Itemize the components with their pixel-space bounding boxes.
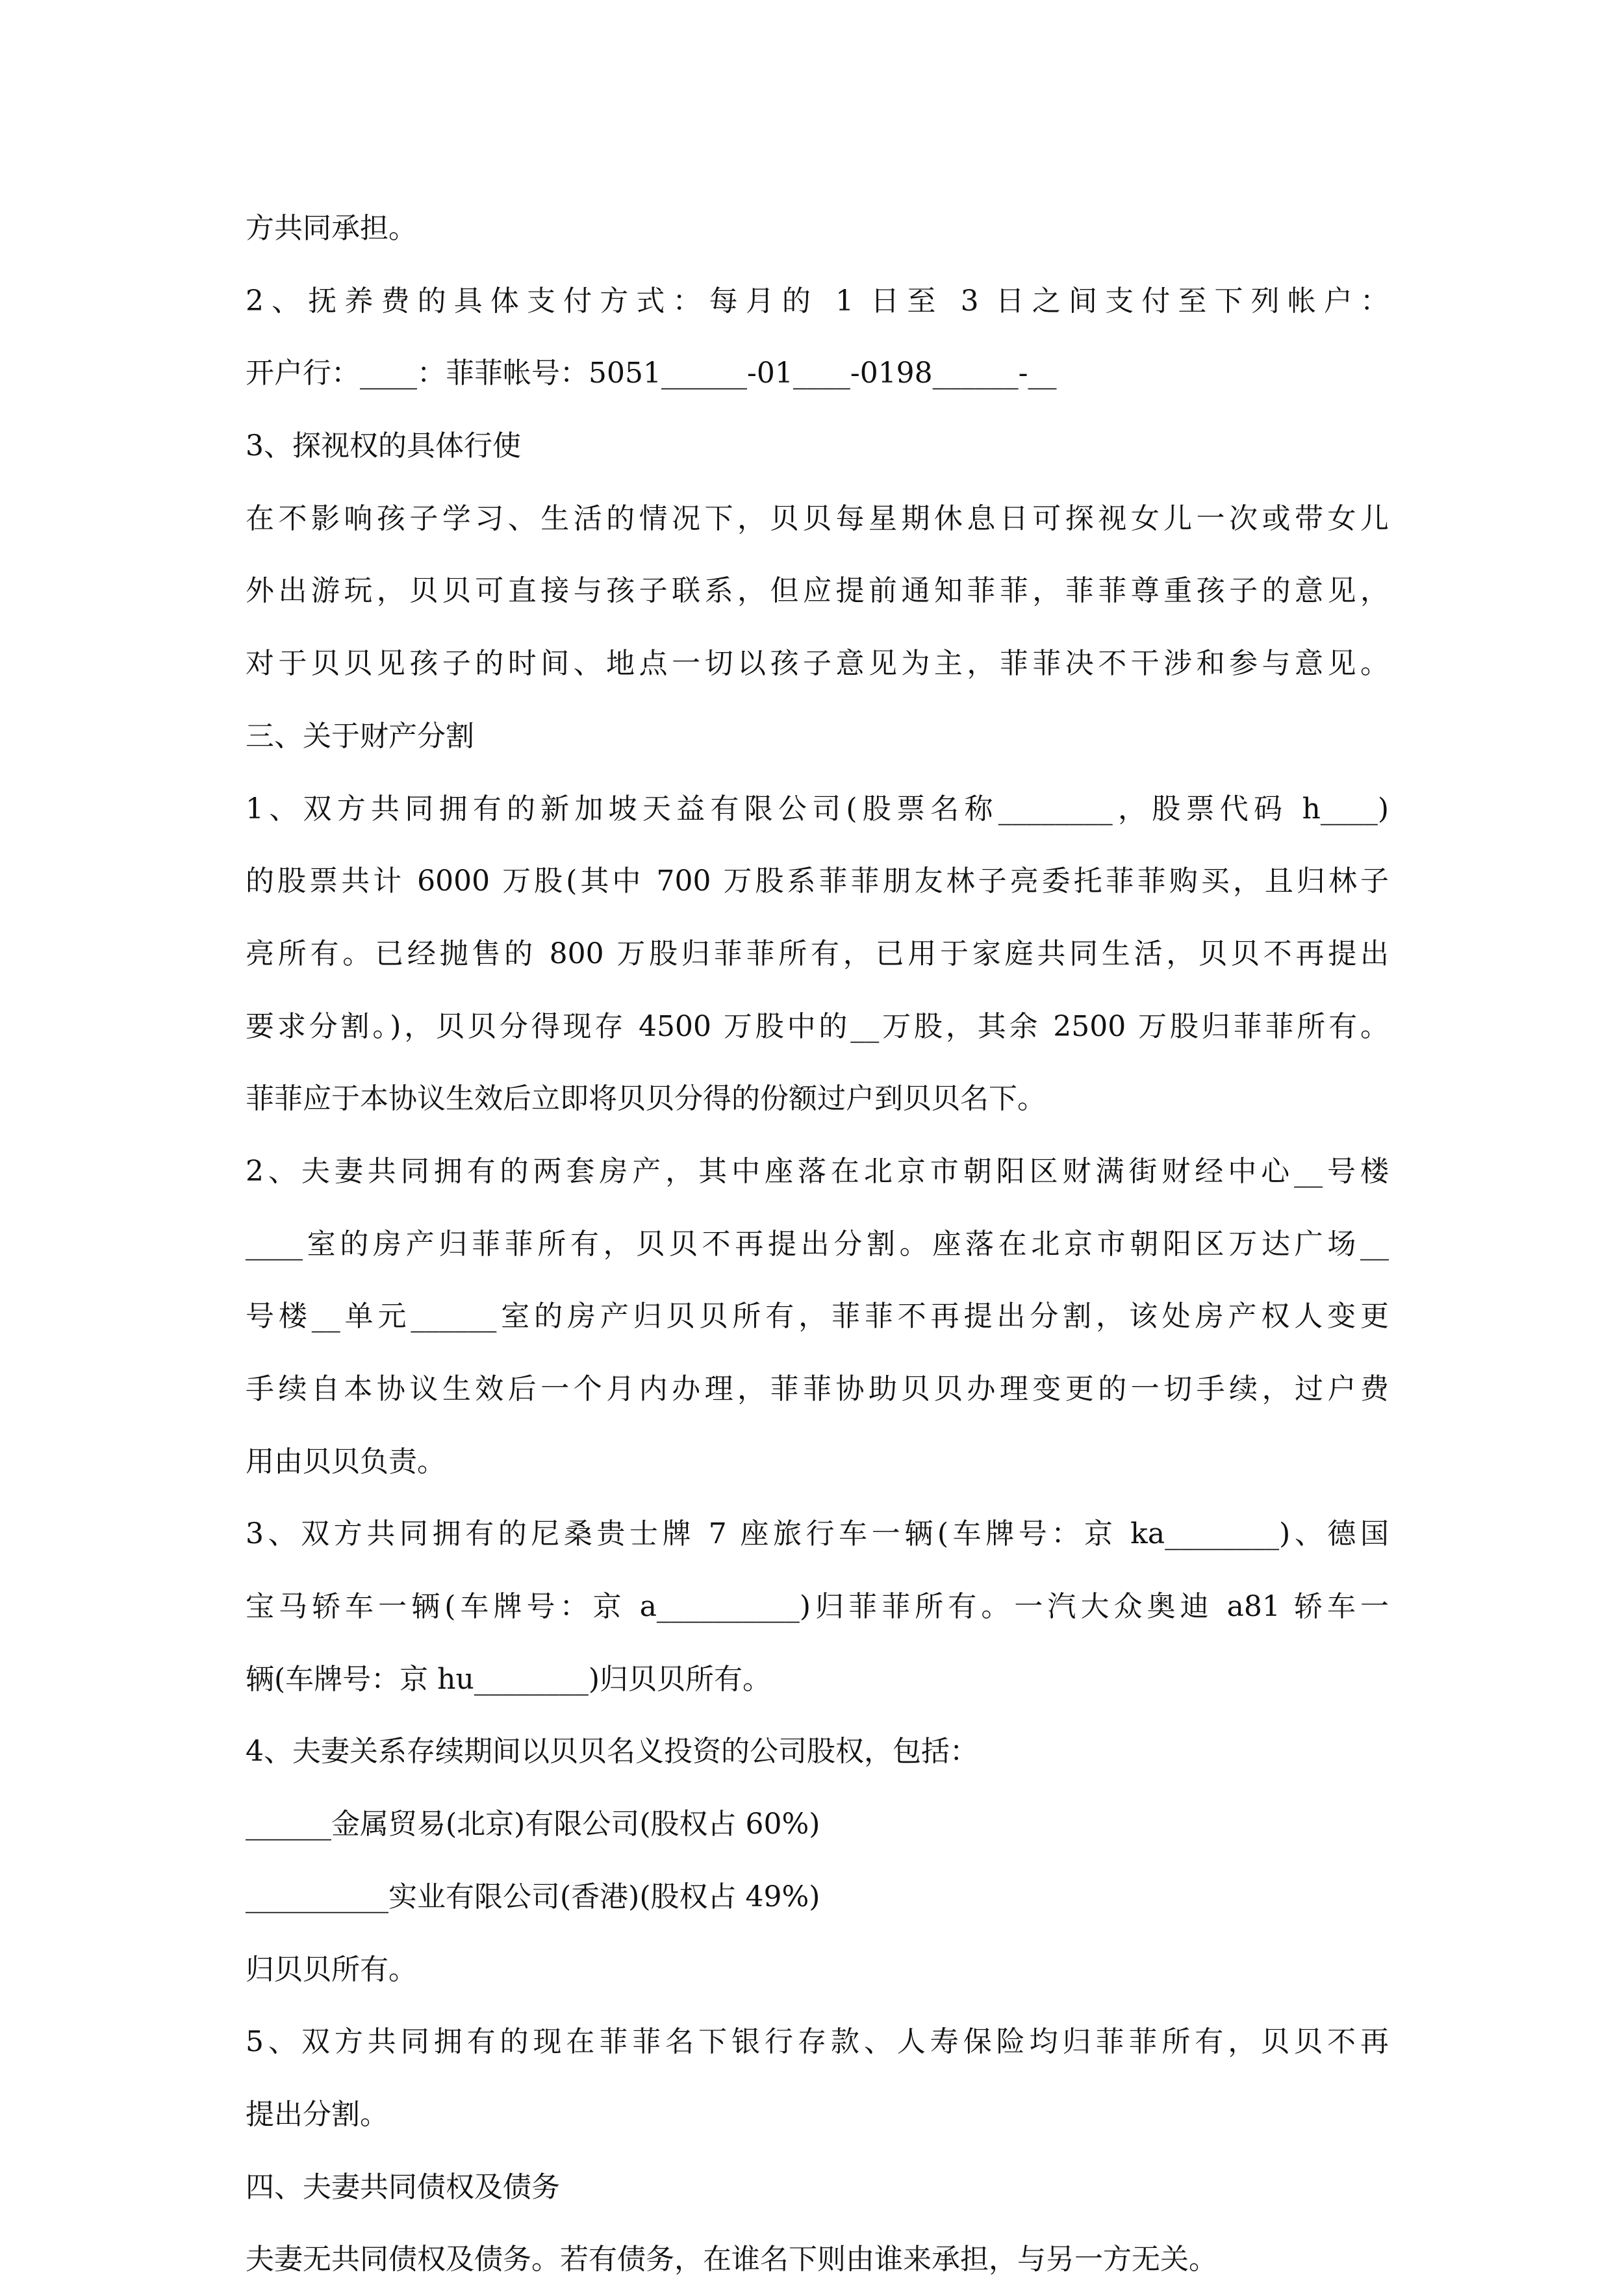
text-line-11: 亮所有。已经抛售的 800 万股归菲菲所有，已用于家庭共同生活，贝贝不再提出: [246, 937, 1389, 970]
text-line-23: ______金属贸易(北京)有限公司(股权占 60%): [246, 1808, 820, 1841]
text-line-1: 方共同承担。: [246, 212, 417, 245]
text-line-25: 归贝贝所有。: [246, 1952, 417, 1986]
text-line-29: 夫妻无共同债权及债务。若有债务，在谁名下则由谁来承担，与另一方无关。: [246, 2243, 1217, 2277]
text-line-10: 的股票共计 6000 万股(其中 700 万股系菲菲朋友林子亮委托菲菲购买，且归林子: [246, 864, 1389, 898]
document-body: [246, 192, 1389, 2296]
text-line-26: 5、双方共同拥有的现在菲菲名下银行存款、人寿保险均归菲菲所有，贝贝不再: [246, 2025, 1389, 2059]
text-line-16: 号楼__单元______室的房产归贝贝所有，菲菲不再提出分割，该处房产权人变更: [246, 1300, 1389, 1333]
text-line-13: 菲菲应于本协议生效后立即将贝贝分得的份额过户到贝贝名下。: [246, 1082, 1046, 1116]
section-heading-property: 三、关于财产分割: [246, 719, 474, 753]
text-line-2: 2、抚养费的具体支付方式：每月的 1 日至 3 日之间支付至下列帐户：: [246, 284, 1389, 318]
text-line-14: 2、夫妻共同拥有的两套房产，其中座落在北京市朝阳区财满街财经中心__号楼: [246, 1154, 1389, 1188]
text-line-9: 1、双方共同拥有的新加坡天益有限公司(股票名称________，股票代码 h____): [246, 792, 1389, 826]
text-line-6: 外出游玩，贝贝可直接与孩子联系，但应提前通知菲菲，菲菲尊重孩子的意见，: [246, 574, 1389, 608]
text-line-17: 手续自本协议生效后一个月内办理，菲菲协助贝贝办理变更的一切手续，过户费: [246, 1372, 1389, 1406]
text-line-27: 提出分割。: [246, 2097, 388, 2131]
text-line-3: 开户行：____：菲菲帐号：5051______-01____-0198______-__: [246, 357, 1057, 390]
text-line-4: 3、探视权的具体行使: [246, 429, 521, 463]
text-line-5: 在不影响孩子学习、生活的情况下，贝贝每星期休息日可探视女儿一次或带女儿: [246, 501, 1389, 535]
text-line-12: 要求分割。)，贝贝分得现存 4500 万股中的__万股，其余 2500 万股归菲菲所有。: [246, 1009, 1389, 1043]
text-line-20: 宝马轿车一辆(车牌号：京 a__________)归菲菲所有。一汽大众奥迪 a81 轿车一: [246, 1590, 1389, 1624]
section-heading-debts: 四、夫妻共同债权及债务: [246, 2170, 560, 2204]
text-line-21: 辆(车牌号：京 hu________)归贝贝所有。: [246, 1662, 771, 1696]
text-line-7: 对于贝贝见孩子的时间、地点一切以孩子意见为主，菲菲决不干涉和参与意见。: [246, 647, 1389, 681]
text-line-22: 4、夫妻关系存续期间以贝贝名义投资的公司股权，包括：: [246, 1735, 978, 1769]
text-line-18: 用由贝贝负责。: [246, 1444, 446, 1478]
text-line-19: 3、双方共同拥有的尼桑贵士牌 7 座旅行车一辆(车牌号：京 ka________)、德国: [246, 1517, 1389, 1551]
text-line-24: __________实业有限公司(香港)(股权占 49%): [246, 1880, 820, 1913]
text-line-15: ____室的房产归菲菲所有，贝贝不再提出分割。座落在北京市朝阳区万达广场__: [246, 1227, 1389, 1261]
